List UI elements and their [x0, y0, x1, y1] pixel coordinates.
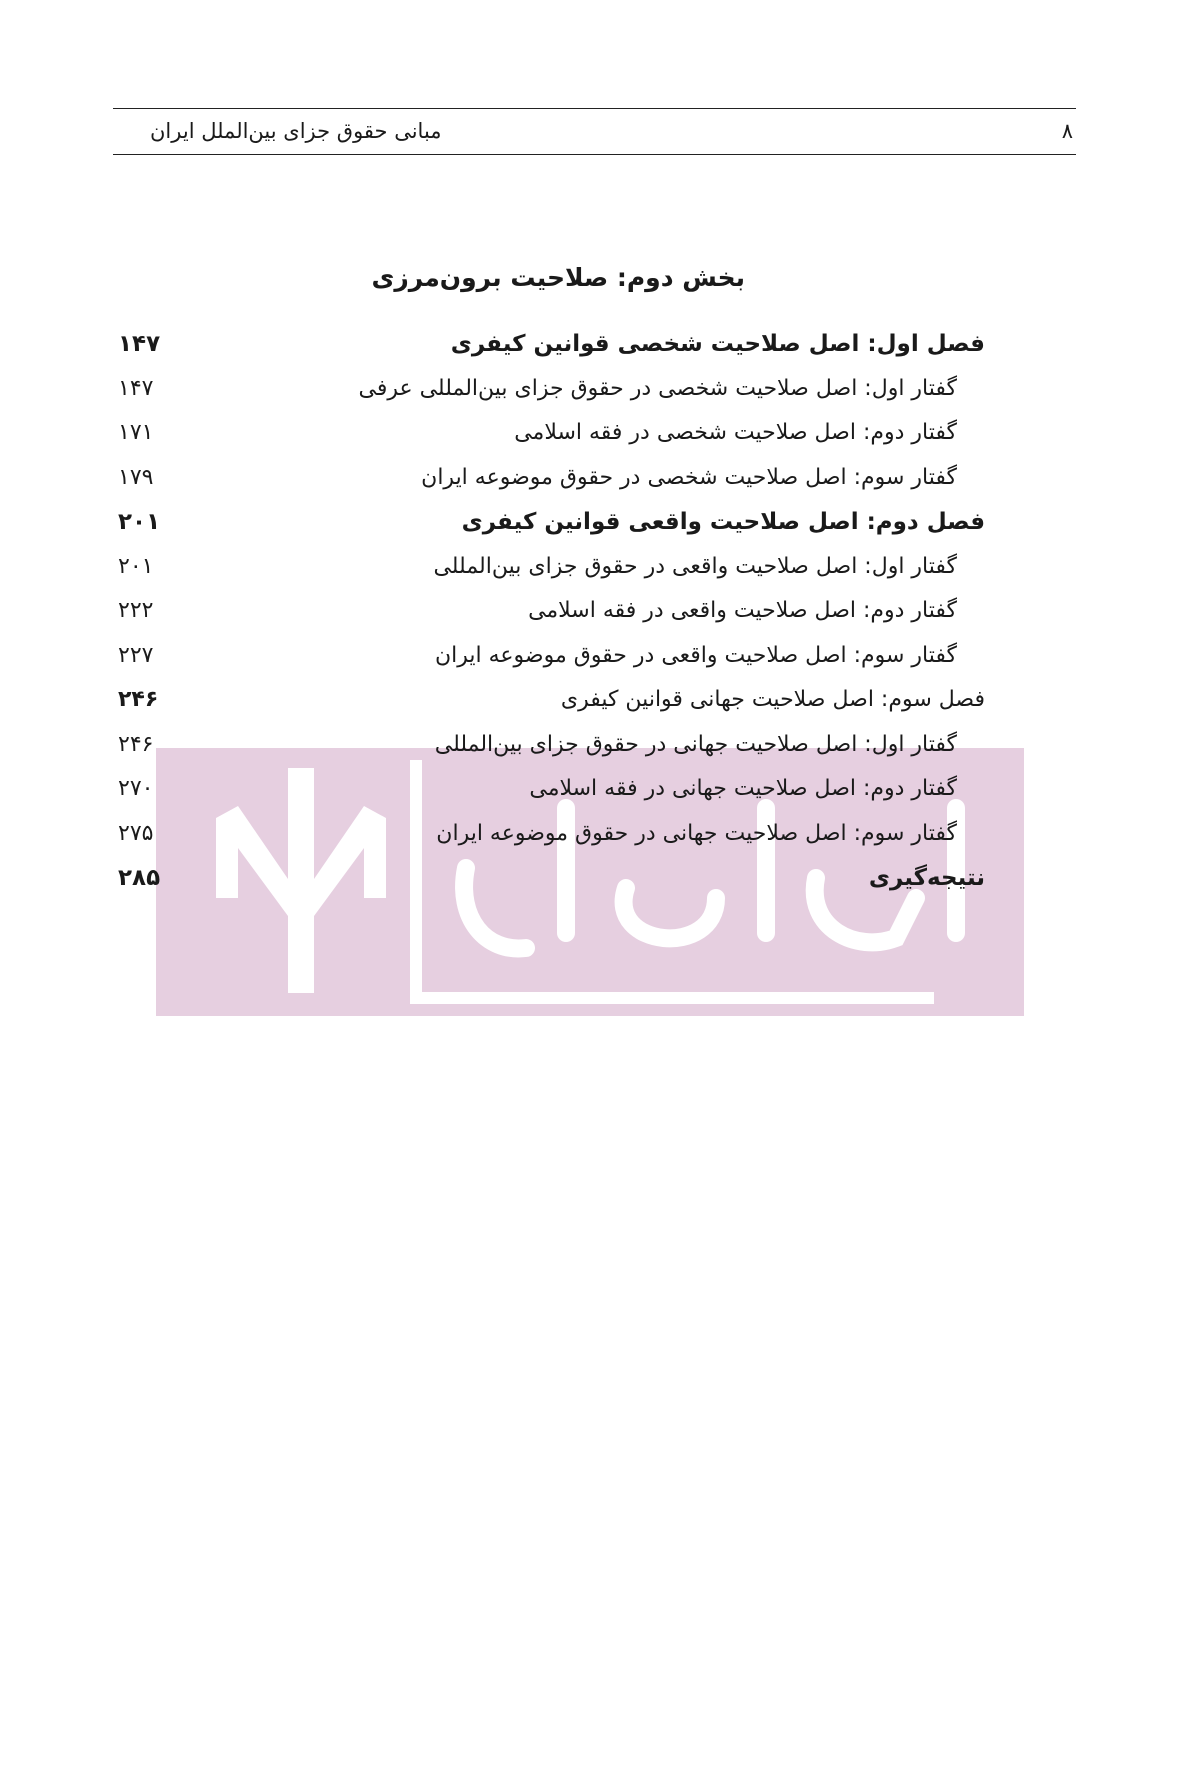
toc-entry-page: ۲۷۰	[118, 776, 154, 801]
toc-entry-page: ۲۷۵	[118, 820, 154, 846]
toc-entry-page: ۱۴۷	[118, 331, 161, 357]
toc-entry-title: فصل سوم: اصل صلاحیت جهانی قوانین کیفری	[560, 687, 985, 712]
toc-entry-title: گفتار اول: اصل صلاحیت شخصی در حقوق جزای بین‌المللی عرفی	[358, 375, 957, 401]
toc-entry-title: فصل اول: اصل صلاحیت شخصی قوانین کیفری	[450, 331, 985, 357]
toc-entry	[0, 411, 1197, 455]
toc-entry	[0, 856, 1197, 900]
toc-entry-page: ۲۴۶	[118, 687, 159, 712]
toc-entry-title: گفتار اول: اصل صلاحیت جهانی در حقوق جزای بین‌المللی	[434, 731, 957, 757]
section-title: بخش دوم: صلاحیت برون‌مرزی	[371, 263, 745, 292]
toc-entry-title: نتیجه‌گیری	[868, 865, 985, 891]
toc-entry	[0, 723, 1197, 767]
toc-entry-title: گفتار سوم: اصل صلاحیت جهانی در حقوق موضوعه ایران	[436, 820, 957, 846]
toc-entry-page: ۲۰۱	[118, 509, 161, 535]
toc-entry	[0, 456, 1197, 500]
header-rule-top	[113, 108, 1076, 109]
toc-entry	[0, 678, 1197, 722]
toc-entry-title: فصل دوم: اصل صلاحیت واقعی قوانین کیفری	[461, 509, 985, 535]
toc-entry	[0, 322, 1197, 366]
toc-entry-title: گفتار سوم: اصل صلاحیت شخصی در حقوق موضوعه ایران	[421, 464, 957, 490]
toc-entry	[0, 589, 1197, 633]
header-rule-bottom	[113, 154, 1076, 155]
toc-entry	[0, 767, 1197, 811]
toc-entry-title: گفتار سوم: اصل صلاحیت واقعی در حقوق موضوعه ایران	[435, 642, 957, 668]
toc-entry-page: ۲۴۶	[118, 731, 154, 757]
toc-entry-page: ۲۲۷	[118, 642, 154, 668]
toc-entry	[0, 545, 1197, 589]
toc-entry-page: ۲۲۲	[118, 598, 154, 623]
toc-entry-page: ۲۰۱	[118, 553, 154, 579]
toc-entry	[0, 500, 1197, 544]
toc-entry	[0, 367, 1197, 411]
page-number: ۸	[1061, 119, 1073, 143]
toc-entry-title: گفتار دوم: اصل صلاحیت جهانی در فقه اسلامی	[529, 776, 957, 801]
running-title: مبانی حقوق جزای بین‌الملل ایران	[150, 119, 442, 143]
toc-entry-page: ۱۷۹	[118, 464, 154, 490]
toc-entry-page: ۱۷۱	[118, 420, 154, 445]
toc-entry-page: ۲۸۵	[118, 865, 161, 891]
toc-entry-title: گفتار اول: اصل صلاحیت واقعی در حقوق جزای بین‌المللی	[433, 553, 957, 579]
toc-entry-title: گفتار دوم: اصل صلاحیت شخصی در فقه اسلامی	[514, 420, 957, 445]
toc-entry-page: ۱۴۷	[118, 375, 154, 401]
toc-entry	[0, 634, 1197, 678]
toc-entry-title: گفتار دوم: اصل صلاحیت واقعی در فقه اسلامی	[528, 598, 957, 623]
toc-entry	[0, 812, 1197, 856]
